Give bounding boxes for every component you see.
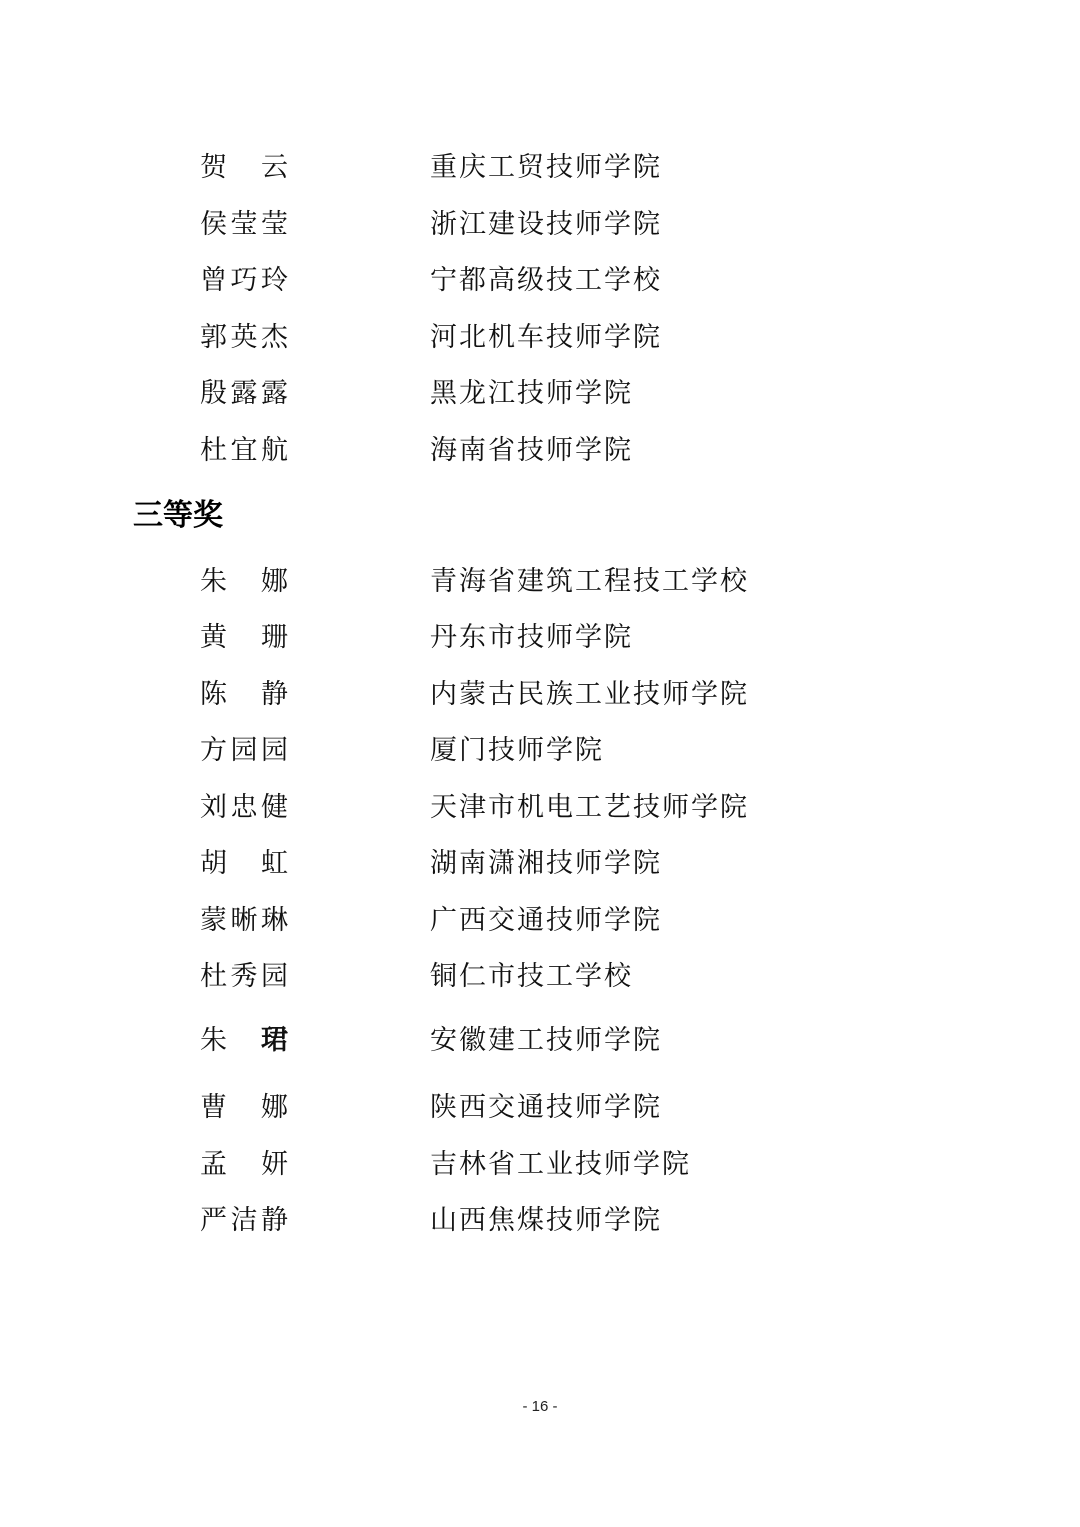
- winner-school: 河北机车技师学院: [430, 322, 662, 353]
- winner-school: 浙江建设技师学院: [430, 209, 662, 240]
- name-char: 孟: [200, 1149, 227, 1180]
- name-char: 珺: [261, 1025, 288, 1056]
- name-char: 巧: [230, 265, 258, 296]
- name-char: 方: [200, 735, 227, 766]
- list-item: [0, 261, 1080, 301]
- winner-school: 安徽建工技师学院: [430, 1025, 662, 1056]
- name-char: 虹: [261, 848, 288, 879]
- name-char: 珊: [261, 622, 288, 653]
- list-item: [0, 957, 1080, 997]
- name-char: 曾: [200, 265, 227, 296]
- name-char: 莹: [230, 209, 258, 240]
- winner-name: [200, 205, 288, 245]
- winner-school: 内蒙古民族工业技师学院: [430, 679, 749, 710]
- list-item: [0, 788, 1080, 828]
- winner-name: [200, 788, 288, 828]
- winner-school: 重庆工贸技师学院: [430, 152, 662, 183]
- winner-name: [200, 1088, 288, 1128]
- name-char: 侯: [200, 209, 227, 240]
- winner-school: 天津市机电工艺技师学院: [430, 792, 749, 823]
- winner-school: 湖南潇湘技师学院: [430, 848, 662, 879]
- winner-name: [200, 957, 288, 997]
- name-char: 杜: [200, 961, 227, 992]
- name-char: 贺: [200, 152, 227, 183]
- name-char: 杜: [200, 435, 227, 466]
- name-char: 航: [261, 435, 288, 466]
- winner-school: 黑龙江技师学院: [430, 378, 633, 409]
- name-char: 秀: [230, 961, 258, 992]
- winner-name: [200, 1021, 288, 1061]
- name-char: 园: [261, 735, 288, 766]
- name-char: 洁: [230, 1205, 258, 1236]
- name-char: 忠: [230, 792, 258, 823]
- list-item: [0, 148, 1080, 188]
- name-char: 莹: [261, 209, 288, 240]
- name-char: 园: [230, 735, 258, 766]
- winner-school: 丹东市技师学院: [430, 622, 633, 653]
- list-item: [0, 205, 1080, 245]
- name-char: 静: [261, 679, 288, 710]
- winner-name: [200, 318, 288, 358]
- winner-name: [200, 731, 288, 771]
- winner-school: 广西交通技师学院: [430, 905, 662, 936]
- list-item: [0, 562, 1080, 602]
- name-char: 露: [230, 378, 258, 409]
- name-char: 琳: [261, 905, 288, 936]
- name-char: 朱: [200, 566, 227, 597]
- list-item: [0, 374, 1080, 414]
- name-char: 刘: [200, 792, 227, 823]
- winner-name: [200, 675, 288, 715]
- list-item: [0, 844, 1080, 884]
- name-char: 胡: [200, 848, 227, 879]
- list-item: [0, 901, 1080, 941]
- list-item: [0, 1021, 1080, 1061]
- name-char: 严: [200, 1205, 227, 1236]
- name-char: 娜: [261, 1092, 288, 1123]
- list-item: [0, 318, 1080, 358]
- name-char: 杰: [261, 322, 288, 353]
- page-number: - 16 -: [522, 1398, 558, 1415]
- name-char: 露: [261, 378, 288, 409]
- list-item: [0, 618, 1080, 658]
- name-char: 晰: [230, 905, 258, 936]
- winner-school: 山西焦煤技师学院: [430, 1205, 662, 1236]
- name-char: 曹: [200, 1092, 227, 1123]
- list-item: [0, 1145, 1080, 1185]
- name-char: 娜: [261, 566, 288, 597]
- name-char: 园: [261, 961, 288, 992]
- winner-school: 铜仁市技工学校: [430, 961, 633, 992]
- winner-name: [200, 261, 288, 301]
- winner-school: 宁都高级技工学校: [430, 265, 662, 296]
- list-item: [0, 431, 1080, 471]
- winner-name: [200, 1145, 288, 1185]
- name-char: 健: [261, 792, 288, 823]
- name-char: 静: [261, 1205, 288, 1236]
- winner-school: 厦门技师学院: [430, 735, 604, 766]
- name-char: 宜: [230, 435, 258, 466]
- winner-name: [200, 562, 288, 602]
- winner-name: [200, 844, 288, 884]
- name-char: 黄: [200, 622, 227, 653]
- winner-name: [200, 374, 288, 414]
- name-char: 殷: [200, 378, 227, 409]
- name-char: 玲: [261, 265, 288, 296]
- winner-name: [200, 1201, 288, 1241]
- winner-school: 青海省建筑工程技工学校: [430, 566, 749, 597]
- list-item: [0, 1088, 1080, 1128]
- name-char: 郭: [200, 322, 227, 353]
- winner-name: [200, 901, 288, 941]
- list-item: [0, 1201, 1080, 1241]
- section-heading-third-prize: 三等奖: [133, 498, 223, 533]
- list-item: [0, 675, 1080, 715]
- winner-school: 吉林省工业技师学院: [430, 1149, 691, 1180]
- winner-school: 陕西交通技师学院: [430, 1092, 662, 1123]
- name-char: 蒙: [200, 905, 227, 936]
- name-char: 云: [261, 152, 288, 183]
- winner-name: [200, 148, 288, 188]
- winner-name: [200, 618, 288, 658]
- list-item: [0, 731, 1080, 771]
- winner-name: [200, 431, 288, 471]
- name-char: 陈: [200, 679, 227, 710]
- name-char: 朱: [200, 1025, 227, 1056]
- name-char: 英: [230, 322, 258, 353]
- name-char: 妍: [261, 1149, 288, 1180]
- winner-school: 海南省技师学院: [430, 435, 633, 466]
